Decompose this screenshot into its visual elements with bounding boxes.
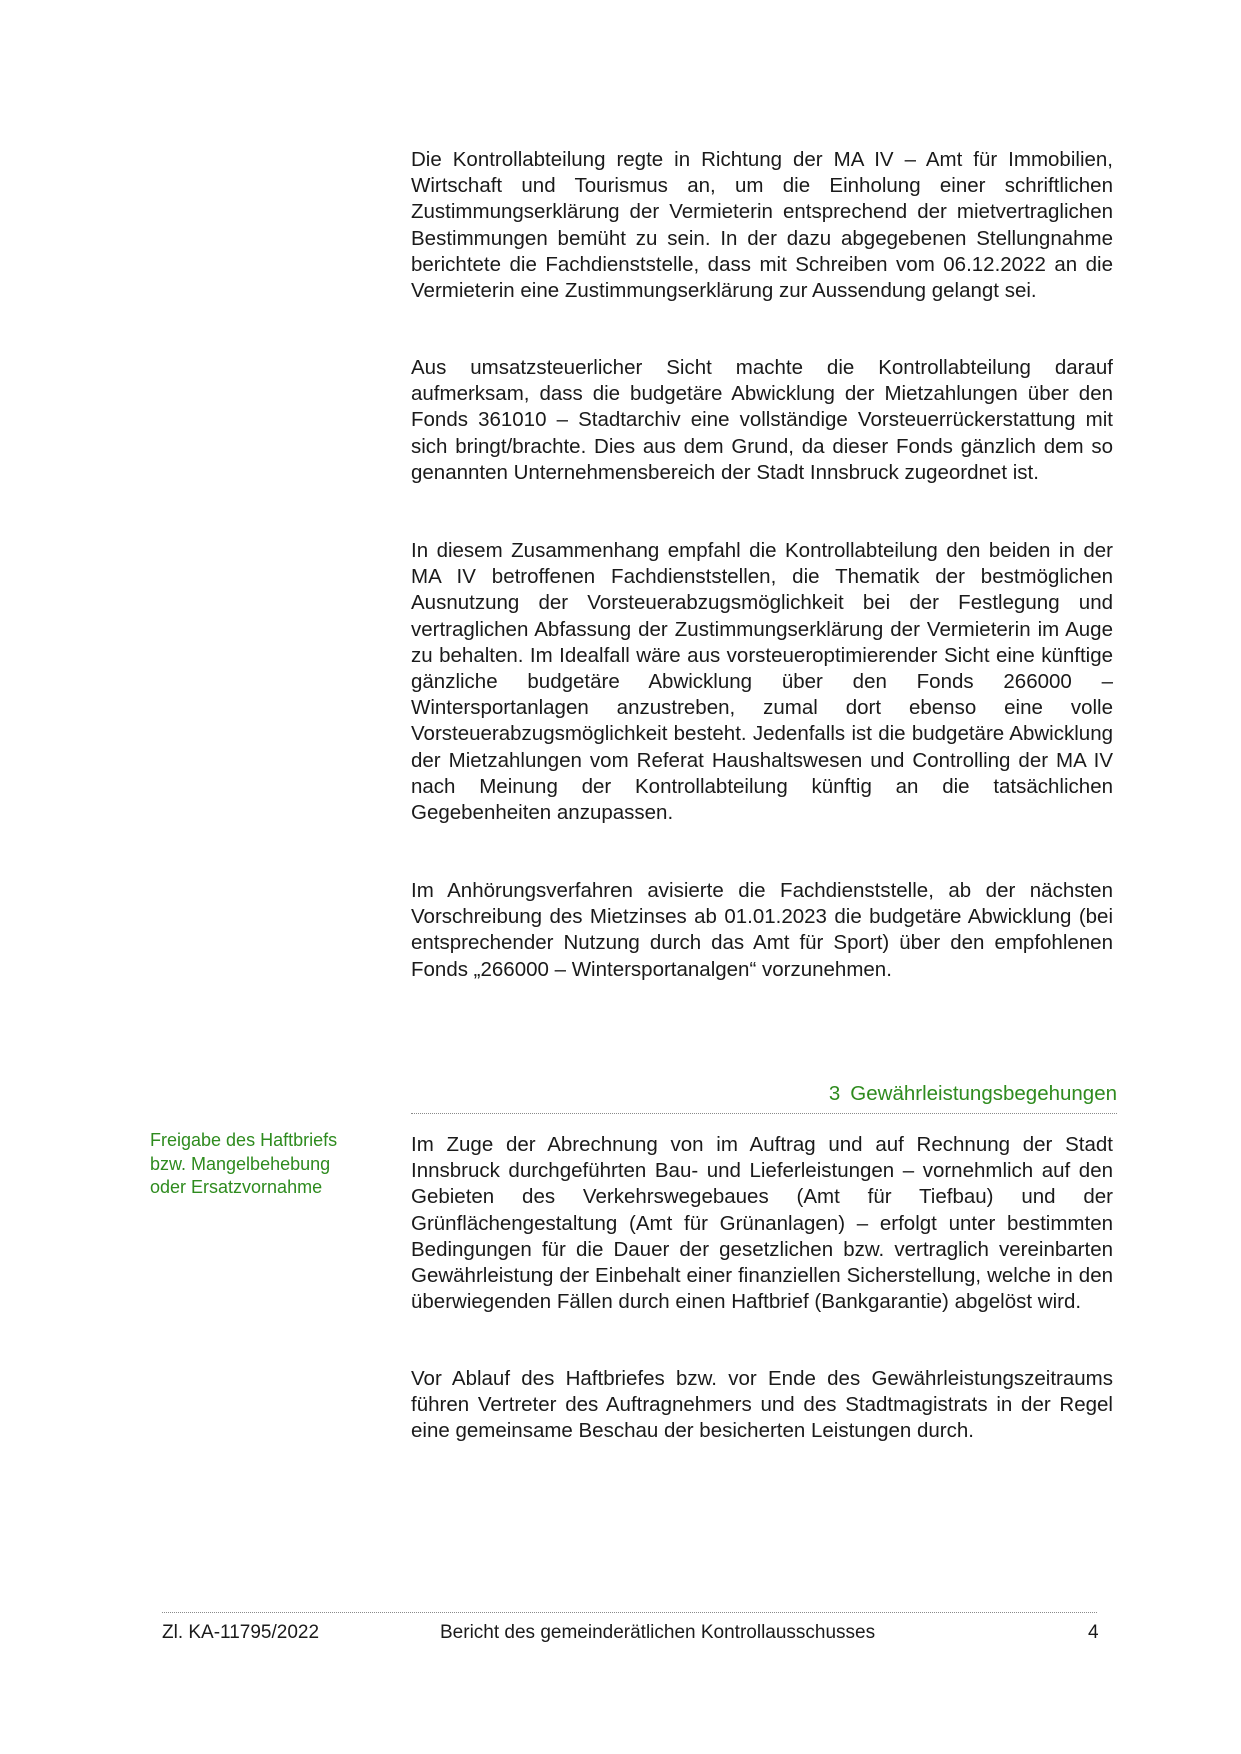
margin-note: [150, 1129, 380, 1200]
body-paragraph: Aus umsatzsteuerlicher Sicht machte die Kontrollabteilung darauf aufmerksam, dass die budgetäre Abwicklung der Mietzahlungen über den Fonds 361010 – Stadtarchiv eine vollständige Vorsteuerrückerstattung mit sich bringt/brachte. Dies aus dem Grund, da dieser Fonds gänzlich dem so genannten Unternehmensbereich der Stadt Innsbruck zugeordnet ist.: [411, 356, 1113, 484]
body-paragraph: In diesem Zusammenhang empfahl die Kontrollabteilung den beiden in der MA IV betroffenen Fachdienststellen, die Thematik der bestmöglichen Ausnutzung der Vorsteuerabzugsmöglichkeit bei der Festlegung und vertraglichen Abfassung der Zustimmungserklärung der Vermieterin im Auge zu behalten. Im Idealfall wäre aus vorsteueroptimierender Sicht eine künftige gänzliche budgetäre Abwicklung über den Fonds 266000 – Wintersportanlagen anzustreben, zumal dort ebenso eine volle Vorsteuerabzugsmöglichkeit besteht. Jedenfalls ist die budgetäre Abwicklung der Mietzahlungen vom Referat Haushaltswesen und Controlling der MA IV nach Meinung der Kontrollabteilung künftig an die tatsächlichen Gegebenheiten anzupassen.: [411, 539, 1113, 825]
section-title: Gewährleistungsbegehungen: [850, 1082, 1117, 1105]
body-paragraph: Im Zuge der Abrechnung von im Auftrag und auf Rechnung der Stadt Innsbruck durchgeführten Bau- und Lieferleistungen – vornehmlich auf den Gebieten des Verkehrswegebaues (Amt für Tiefbau) und der Grünflächengestaltung (Amt für Grünanlagen) – erfolgt unter bestimmten Bedingungen für die Dauer der gesetzlichen bzw. vertraglich vereinbarten Gewährleistung der Einbehalt einer finanziellen Sicherstellung, welche in den überwiegenden Fällen durch einen Haftbrief (Bankgarantie) abgelöst wird.: [411, 1133, 1113, 1314]
margin-note-line: oder Ersatzvornahme: [150, 1177, 323, 1197]
section-heading: [411, 1080, 1117, 1114]
body-paragraph: Die Kontrollabteilung regte in Richtung der MA IV – Amt für Immobilien, Wirtschaft und Tourismus an, um die Einholung einer schriftlichen Zustimmungserklärung der Vermieterin entsprechend der mietvertraglichen Bestimmungen bemüht zu sein. In der dazu abgegebenen Stellungnahme berichtete die Fachdienststelle, dass mit Schreiben vom 06.12.2022 an die Vermieterin eine Zustimmungserklärung zur Aussendung gelangt sei.: [411, 148, 1113, 303]
body-paragraph: Im Anhörungsverfahren avisierte die Fachdienststelle, ab der nächsten Vorschreibung des Mietzinses ab 01.01.2023 die budgetäre Abwicklung (bei entsprechender Nutzung durch das Amt für Sport) über den empfohlenen Fonds „266000 – Wintersportanalgen“ vorzunehmen.: [411, 879, 1113, 981]
margin-note-line: Freigabe des Haftbriefs: [150, 1130, 338, 1150]
section-number: 3: [828, 1082, 841, 1105]
footer-reference: Zl. KA-11795/2022: [162, 1622, 320, 1643]
page-number: 4: [1088, 1622, 1099, 1643]
margin-note-line: bzw. Mangelbehebung: [150, 1153, 331, 1174]
footer-title: Bericht des gemeinderätlichen Kontrollausschusses: [440, 1622, 876, 1643]
body-paragraph: Vor Ablauf des Haftbriefes bzw. vor Ende des Gewährleistungszeitraums führen Vertreter des Auftragnehmers und des Stadtmagistrats in der Regel eine gemeinsame Beschau der besicherten Leistungen durch.: [411, 1367, 1113, 1443]
footer-divider: [162, 1612, 1097, 1613]
